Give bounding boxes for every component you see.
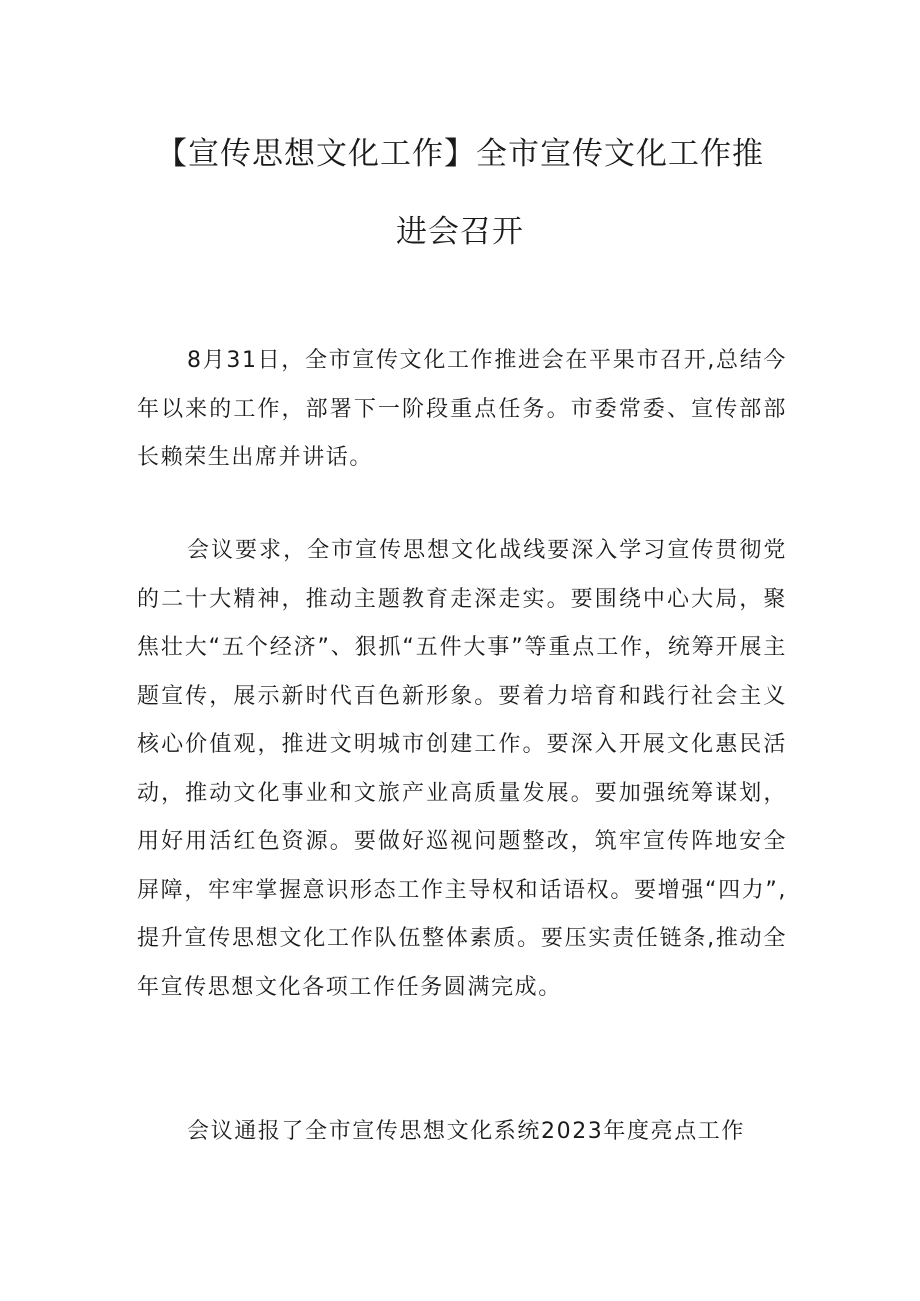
paragraph-meeting-report: 会议通报了全市宣传思想文化系统2023年度亮点工作 [187,1119,745,1144]
paragraph-meeting-requirements: 会议要求，全市宣传思想文化战线要深入学习宣传贯彻党的二十大精神，推动主题教育走深走实。要围绕中心大局，聚焦壮大“五个经济”、狠抓“五件大事”等重点工作，统筹开展主题宣传，展示新时代百色新形象。要着力培育和践行社会主义核心价值观，推进文明城市创建工作。要深入开展文化惠民活动，推动文化事业和文旅产业高质量发展。要加强统筹谋划，用好用活红色资源。要做好巡视问题整改，筑牢宣传阵地安全屏障，牢牢掌握意识形态工作主导权和话语权。要增强“四力”,提升宣传思想文化工作队伍整体素质。要压实责任链条,推动全年宣传思想文化各项工作任务圆满完成。 [137,538,787,1000]
document-title-line-2: 进会召开 [396,214,524,250]
document-title-line-1: 【宣传思想文化工作】全市宣传文化工作推 [156,136,764,172]
paragraph-meeting-summary: 8月31日，全市宣传文化工作推进会在平果市召开,总结今年以来的工作，部署下一阶段重点任务。市委常委、宣传部部长赖荣生出席并讲话。 [137,348,787,470]
